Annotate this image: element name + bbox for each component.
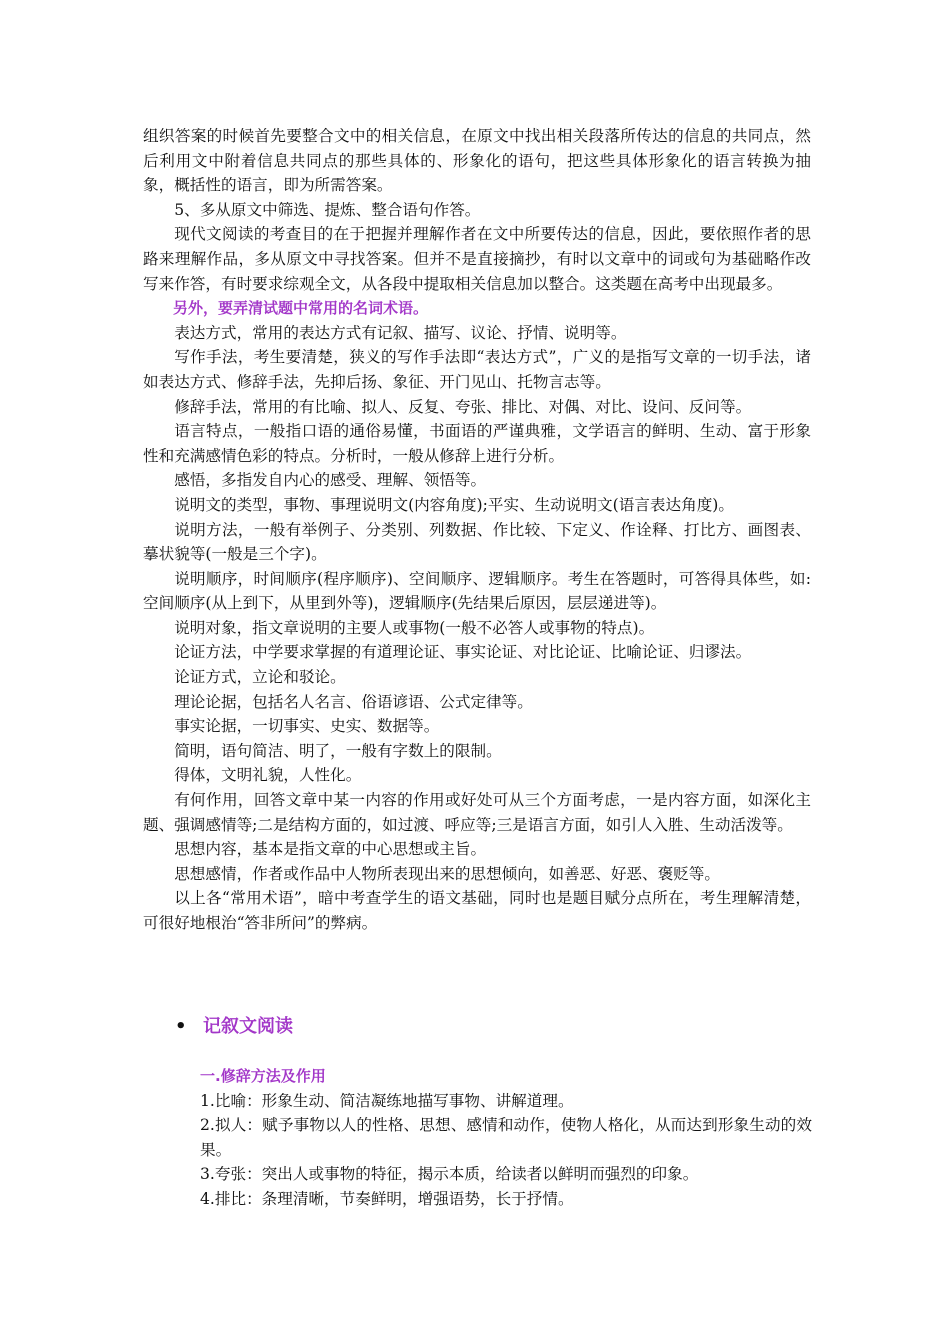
section-narrative-reading	[143, 1012, 811, 1042]
body-text	[143, 124, 811, 936]
paragraph: 以上各“常用术语”，暗中考查学生的语文基础，同时也是题目赋分点所在，考生理解清楚，可很好地根治“答非所问”的弊病。	[143, 889, 811, 932]
paragraph: 说明方法，一般有举例子、分类别、列数据、作比较、下定义、作诠释、打比方、画图表、摹状貌等(一般是三个字)。	[143, 520, 811, 564]
paragraph: 5、多从原文中筛选、提炼、整合语句作答。	[174, 200, 481, 219]
paragraph: 说明顺序，时间顺序(程序顺序)、空间顺序、逻辑顺序。考生在答题时，可答得具体些，如:空间顺序(从上到下，从里到外等)，逻辑顺序(先结果后原因，层层递进等)。	[143, 569, 811, 613]
paragraph: 说明对象，指文章说明的主要人或事物(一般不必答人或事物的特点)。	[174, 618, 655, 637]
section-note-heading: 另外，要弄清试题中常用的名词术语。	[173, 299, 429, 318]
section-title-text: 记叙文阅读	[203, 1016, 293, 1037]
paragraph: 感悟，多指发自内心的感受、理解、领悟等。	[174, 471, 487, 490]
paragraph: 思想感情，作者或作品中人物所表现出来的思想倾向，如善恶、好恶、褒贬等。	[174, 864, 720, 883]
paragraph: 理论论据，包括名人名言、俗语谚语、公式定律等。	[174, 692, 533, 711]
list-item: 3.夸张：突出人或事物的特征，揭示本质，给读者以鲜明而强烈的印象。	[200, 1165, 699, 1184]
paragraph: 语言特点，一般指口语的通俗易懂，书面语的严谨典雅，文学语言的鲜明、生动、富于形象性和充满感情色彩的特点。分析时，一般从修辞上进行分析。	[143, 422, 811, 465]
list-item: 4.排比：条理清晰，节奏鲜明，增强语势，长于抒情。	[200, 1189, 574, 1208]
subsection-items	[200, 1089, 812, 1212]
paragraph: 得体，文明礼貌，人性化。	[174, 766, 362, 785]
paragraph: 表达方式，常用的表达方式有记叙、描写、议论、抒情、说明等。	[174, 323, 627, 342]
list-item: 1.比喻：形象生动、简洁凝练地描写事物、讲解道理。	[200, 1091, 574, 1110]
paragraph: 思想内容，基本是指文章的中心思想或主旨。	[174, 840, 487, 859]
paragraph: 说明文的类型，事物、事理说明文(内容角度);平实、生动说明文(语言表达角度)。	[174, 495, 734, 514]
bullet-icon: •	[175, 1016, 187, 1037]
list-item: 2.拟人：赋予事物以人的性格、思想、感情和动作，使物人格化，从而达到形象生动的效果。	[200, 1116, 812, 1159]
paragraph: 写作手法，考生要清楚，狭义的写作手法即“表达方式”，广义的是指写文章的一切手法，诸如表达方式、修辞手法，先抑后扬、象征、开门见山、托物言志等。	[143, 348, 811, 391]
paragraph: 简明，语句简洁、明了，一般有字数上的限制。	[174, 741, 502, 760]
paragraph: 修辞手法，常用的有比喻、拟人、反复、夸张、排比、对偶、对比、设问、反问等。	[174, 397, 752, 416]
paragraph: 论证方法，中学要求掌握的有道理论证、事实论证、对比论证、比喻论证、归谬法。	[174, 643, 752, 662]
section-title	[143, 1012, 811, 1042]
paragraph: 现代文阅读的考查目的在于把握并理解作者在文中所要传达的信息，因此，要依照作者的思路来理解作品，多从原文中寻找答案。但并不是直接摘抄，有时以文章中的词或句为基础略作改写来作答，有时要求综观全文，从各段中提取相关信息加以整合。这类题在高考中出现最多。	[143, 225, 811, 293]
subsection-heading: 一.修辞方法及作用	[200, 1067, 326, 1085]
paragraph: 有何作用，回答文章中某一内容的作用或好处可从三个方面考虑，一是内容方面，如深化主题、强调感情等;二是结构方面的，如过渡、呼应等;三是语言方面，如引人入胜、生动活泼等。	[143, 791, 811, 834]
paragraph: 事实论据，一切事实、史实、数据等。	[174, 717, 440, 736]
paragraph: 论证方式，立论和驳论。	[174, 668, 346, 687]
paragraph: 组织答案的时候首先要整合文中的相关信息，在原文中找出相关段落所传达的信息的共同点，然后利用文中附着信息共同点的那些具体的、形象化的语句，把这些具体形象化的语言转换为抽象，概括性的语言，即为所需答案。	[143, 127, 811, 195]
rhetoric-subsection	[200, 1064, 812, 1212]
